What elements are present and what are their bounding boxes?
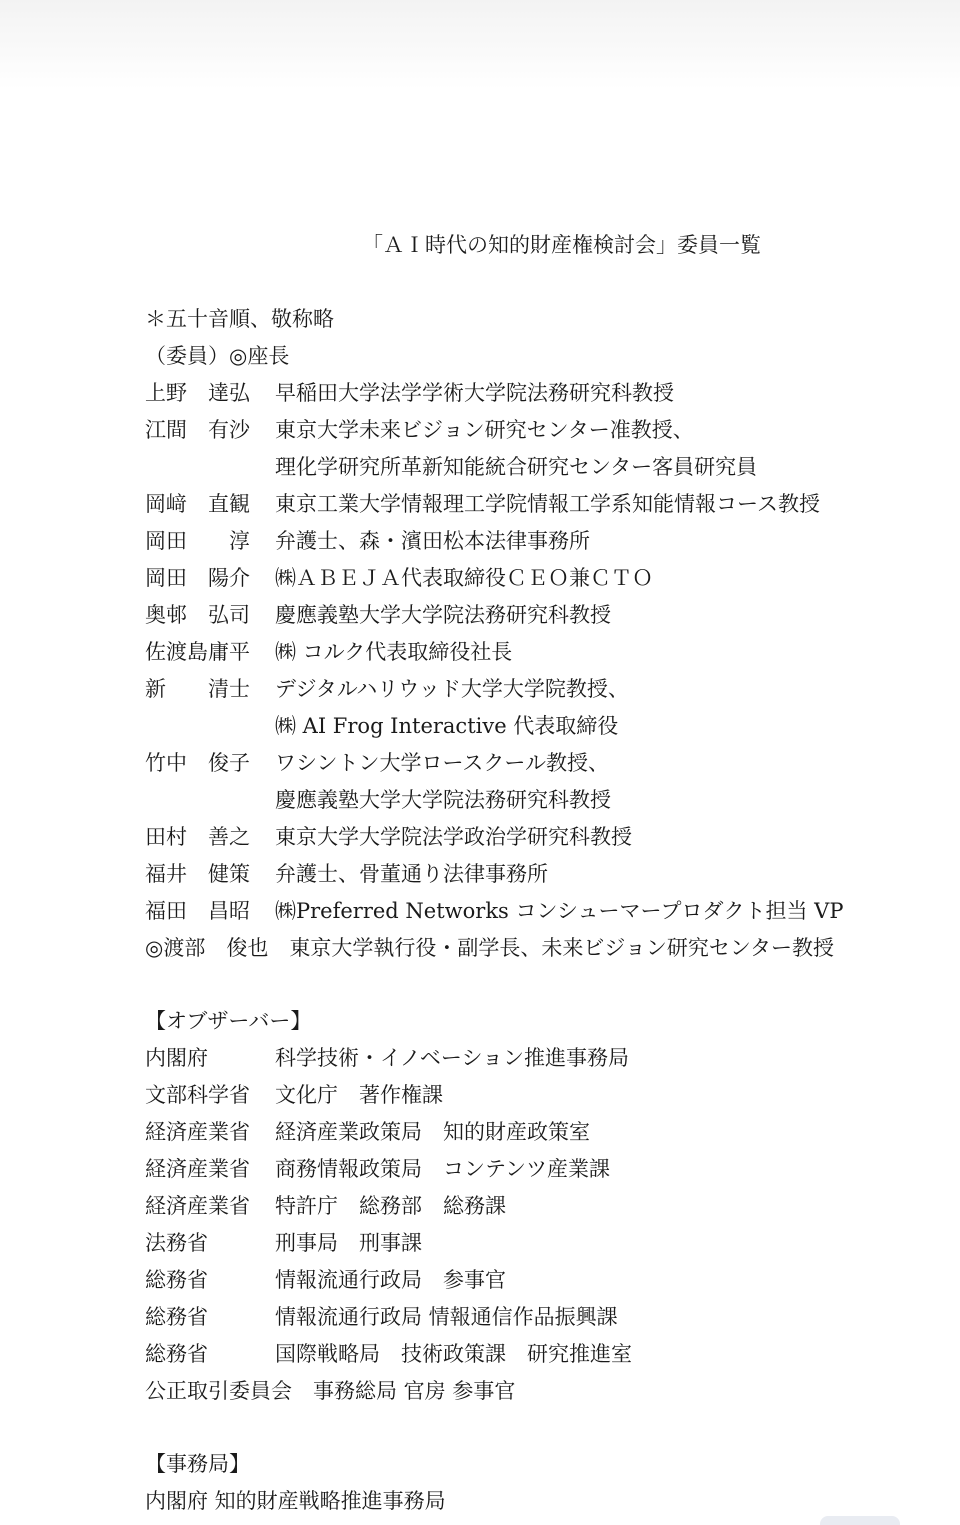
member-row: [145, 375, 674, 412]
member-row: [145, 597, 611, 634]
observer-row: [145, 1225, 422, 1262]
observer-heading: 【オブザーバー】: [145, 1009, 312, 1033]
observer-dept: 国際戦略局 技術政策課 研究推進室: [275, 1342, 632, 1366]
observer-org: 経済産業省: [145, 1194, 250, 1218]
observer-row: [145, 1262, 506, 1299]
observer-dept: 商務情報政策局 コンテンツ産業課: [275, 1157, 610, 1181]
observer-row: [145, 1188, 506, 1225]
member-affiliation: 早稲田大学法学学術大学院法務研究科教授: [275, 381, 674, 405]
observer-org: 法務省: [145, 1231, 208, 1255]
member-row: [145, 523, 590, 560]
member-name: 岡田 淳: [145, 529, 250, 553]
observer-org: 経済産業省: [145, 1120, 250, 1144]
member-affiliation: 弁護士、森・濱田松本法律事務所: [275, 529, 590, 553]
observer-row: [145, 1299, 618, 1336]
page-bottom-shade: [820, 1516, 900, 1525]
member-name: 岡田 陽介: [145, 566, 250, 590]
member-row: [145, 634, 512, 671]
member-affiliation: 東京工業大学情報理工学院情報工学系知能情報コース教授: [275, 492, 820, 516]
observer-dept: 刑事局 刑事課: [275, 1231, 422, 1255]
observer-row: [145, 1151, 610, 1188]
member-row: [145, 560, 653, 597]
page-top-shade: [0, 0, 960, 90]
member-name: 田村 善之: [145, 825, 250, 849]
observer-dept: 特許庁 総務部 総務課: [275, 1194, 506, 1218]
member-name: 福田 昌昭: [145, 899, 250, 923]
member-row: [145, 412, 694, 449]
committee-label: （委員）◎座長: [145, 344, 290, 368]
member-affiliation: ㈱ＡＢＥＪＡ代表取締役ＣＥＯ兼ＣＴＯ: [275, 566, 653, 590]
member-affiliation: デジタルハリウッド大学大学院教授、: [275, 677, 629, 701]
member-affiliation: 東京大学大学院法学政治学研究科教授: [275, 825, 632, 849]
observer-org: 内閣府: [145, 1046, 208, 1070]
observer-dept: 経済産業政策局 知的財産政策室: [275, 1120, 590, 1144]
observer-row: [145, 1114, 590, 1151]
observer-dept: 情報流通行政局 参事官: [275, 1268, 506, 1292]
member-name: 福井 健策: [145, 862, 250, 886]
member-row-continuation: [145, 449, 757, 486]
member-affiliation: 慶應義塾大学大学院法務研究科教授: [275, 603, 611, 627]
secretariat-heading: 【事務局】: [145, 1452, 250, 1476]
observer-dept: 科学技術・イノベーション推進事務局: [275, 1046, 630, 1070]
sort-note: ＊五十音順、敬称略: [145, 307, 334, 331]
member-row: [145, 745, 609, 782]
member-row: [145, 856, 548, 893]
member-affiliation: 東京大学未来ビジョン研究センター准教授、: [275, 418, 694, 442]
member-name: 竹中 俊子: [145, 751, 250, 775]
observer-org: 経済産業省: [145, 1157, 250, 1181]
member-name: 江間 有沙: [145, 418, 250, 442]
secretariat-row: 内閣府 知的財産戦略推進事務局: [145, 1489, 446, 1513]
member-row: [145, 486, 820, 523]
observer-row: [145, 1336, 632, 1373]
member-row-continuation: [145, 708, 618, 745]
chair-row: ◎渡部 俊也 東京大学執行役・副学長、未来ビジョン研究センター教授: [145, 936, 835, 960]
member-name: 上野 達弘: [145, 381, 250, 405]
member-row-continuation: [145, 782, 611, 819]
observer-dept: 情報流通行政局 情報通信作品振興課: [275, 1305, 618, 1329]
observer-dept: 文化庁 著作権課: [275, 1083, 443, 1107]
observer-row: [145, 1077, 443, 1114]
member-row: [145, 893, 843, 930]
member-affiliation: ㈱ AI Frog Interactive 代表取締役: [275, 714, 619, 738]
member-name: 新 清士: [145, 677, 250, 701]
member-affiliation: ㈱ コルク代表取締役社長: [275, 640, 513, 664]
document-title: 「ＡＩ時代の知的財産権検討会」委員一覧: [362, 233, 761, 257]
member-name: 岡﨑 直観: [145, 492, 250, 516]
member-affiliation: 理化学研究所革新知能統合研究センター客員研究員: [275, 455, 758, 479]
observer-org: 総務省: [145, 1268, 208, 1292]
member-name: 奥邨 弘司: [145, 603, 250, 627]
observer-org: 文部科学省: [145, 1083, 250, 1107]
member-affiliation: ワシントン大学ロースクール教授、: [275, 751, 610, 775]
observer-row: [145, 1040, 629, 1077]
observer-org: 総務省: [145, 1342, 208, 1366]
member-row: [145, 819, 632, 856]
member-affiliation: 弁護士、骨董通り法律事務所: [275, 862, 548, 886]
member-row: [145, 671, 629, 708]
observer-org: 総務省: [145, 1305, 208, 1329]
member-affiliation: ㈱Preferred Networks コンシューマープロダクト担当 VP: [275, 899, 844, 923]
observer-row-jftc: 公正取引委員会 事務総局 官房 参事官: [145, 1379, 516, 1403]
member-name: 佐渡島庸平: [145, 640, 250, 664]
member-affiliation: 慶應義塾大学大学院法務研究科教授: [275, 788, 611, 812]
